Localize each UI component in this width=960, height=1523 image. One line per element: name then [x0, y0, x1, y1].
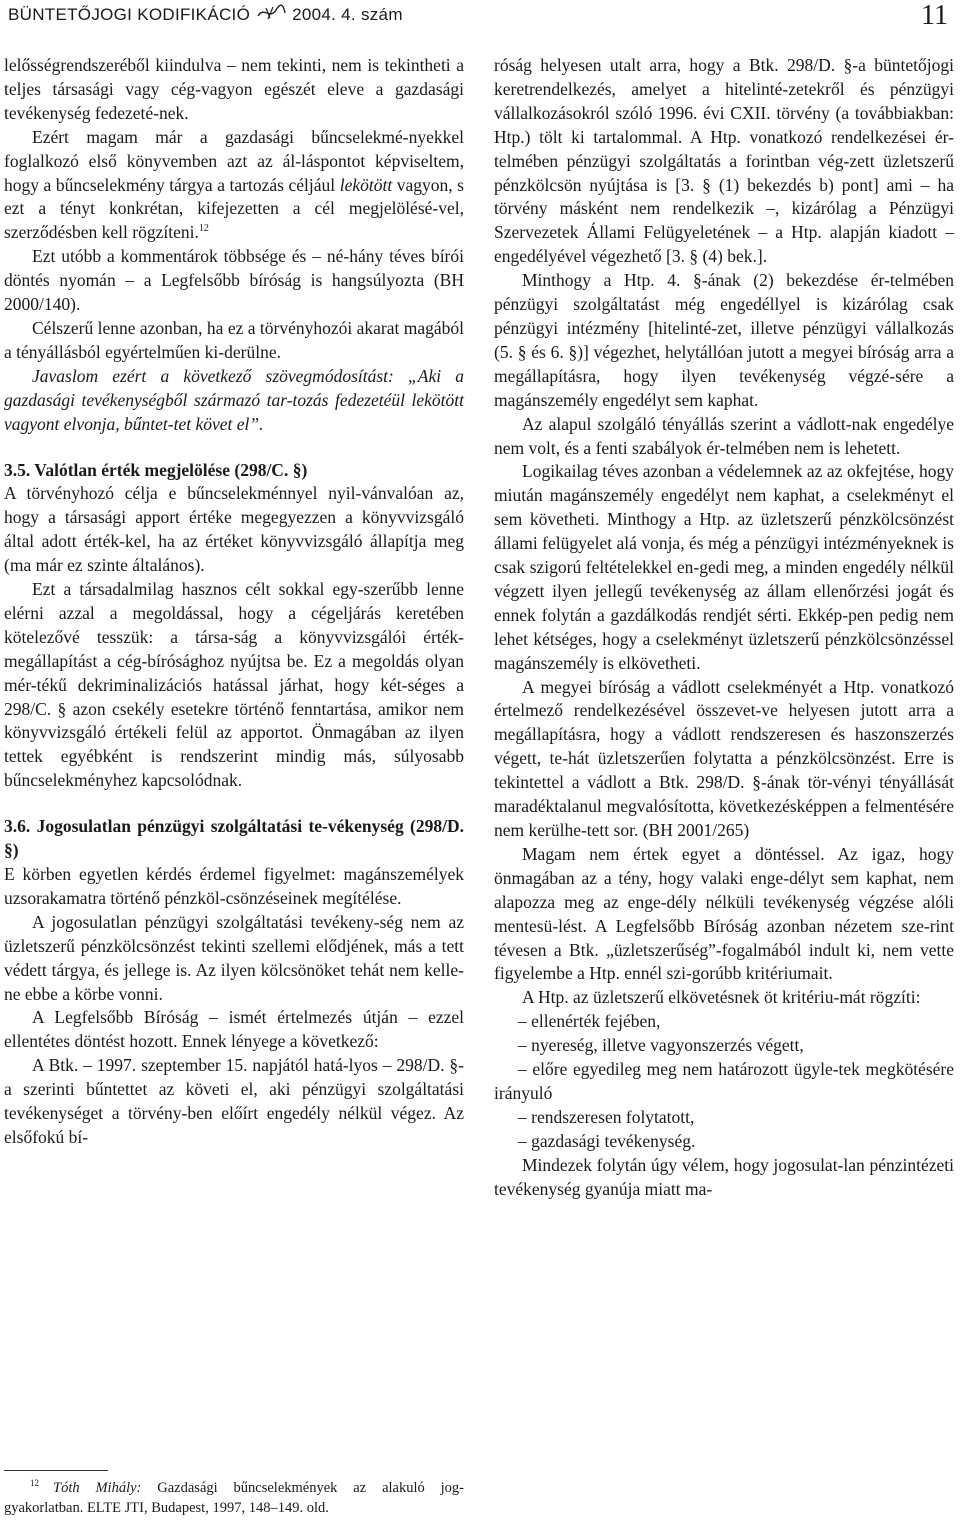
paragraph: A törvényhozó célja e bűncselekménnyel nyil-vánvalóan az, hogy a társasági apport értéke megegyezzen a könyvvizsgáló által adott érték-kel, ha az értéket könyvvizsgáló állapítja meg (ma már ez szinte általános).	[4, 483, 464, 576]
list-item: – nyereség, illetve vagyonszerzés végett,	[518, 1035, 804, 1056]
text-run: vagyon, s ezt a tényt konkrétan, kifejezetten a cél megjelölésé-vel, szerződésben kell rögzíteni.	[4, 174, 464, 243]
paragraph: A megyei bíróság a vádlott cselekményét a Htp. vonatkozó értelmező rendelkezésével összevet-ve helyesen jutott arra a megállapításra, hogy a vádlott rendszeresen és haszonszerzés végett, te-hát üzletszerűen folytatta a pénzkölcsönzést. Erre is tekintettel a vádlott a Btk. 298/D. §-ának tör-vényi tényállását maradéktalanul megvalósította, következésképpen a felmentésére nem kerülhe-tett sor. (BH 2001/265)	[494, 676, 954, 840]
footnote-author: Tóth Mihály:	[53, 1480, 142, 1496]
paragraph: Az alapul szolgáló tényállás szerint a vádlott-nak engedélye nem volt, és a fenti szabályok ér-telmében nem is lehetett.	[494, 413, 954, 458]
journal-title-line	[8, 4, 403, 27]
paragraph	[4, 126, 464, 246]
paragraph: Minthogy a Htp. 4. §-ának (2) bekezdése ér-telmében pénzügyi szolgáltatást még engedéllyel is kizárólag csak pénzügyi intézmény [hitelinté-zet, illetve pénzügyi vállalkozás (5. § és 6. §)] végezhet, helytállóan jutott a megyei bíróság arra a megállapításra, hogy ilyen tevékenység végzé-sére a magánszemély engedélyt sem kaphat.	[494, 270, 954, 410]
paragraph: Magam nem értek egyet a döntéssel. Az igaz, hogy önmagában az a tény, hogy valaki enge-délyt sem kaphat, nem alapozza meg az enge-dély nélküli tevékenység végzése alóli mentesü-lést. A Legfelsőbb Bíróság azonban nézetem sze-rint tévesen a Btk. „üzletszerűség”-fogalmából indult ki, nem vette figyelembe a Htp. ennél szi-gorúbb kritériumait.	[494, 843, 954, 984]
paragraph: lelősségrendszeréből kiindulva – nem tekinti, nem is tekintheti a teljes társasági vagy cég-vagyon egészét eleve a gazdasági tevékenység fedezeté-nek.	[4, 55, 464, 123]
issue-label: 2004. 4. szám	[292, 4, 403, 24]
emphasis: lekötött	[339, 174, 393, 195]
paragraph: A Btk. – 1997. szeptember 15. napjától hatá-lyos – 298/D. §-a szerinti bűntettet az követi el, aki pénzügyi szolgáltatási tevékenységet a törvény-ben előírt engedély nélkül végez. Az elsőfokú bí-	[4, 1055, 464, 1147]
proposal-paragraph	[4, 365, 464, 437]
footnote-number: 12	[30, 1478, 39, 1489]
list-item: – ellenérték fejében,	[518, 1011, 661, 1032]
paragraph: Célszerű lenne azonban, ha ez a törvényhozói akarat magából a tényállásból egyértelműen ki-derülne.	[4, 317, 464, 362]
emphasis: Javaslom ezért a következő szövegmódosítást: „Aki a gazdasági tevékenységből származó tar-tozás fedezetéül lekötött vagyont elvonja, bűntet-tet követ el”.	[4, 365, 464, 434]
footnote	[4, 1478, 464, 1518]
paragraph: A Htp. az üzletszerű elkövetésnek öt kritériu-mát rögzíti:	[522, 987, 921, 1008]
paragraph: E körben egyetlen kérdés érdemel figyelmet: magánszemélyek uzsorakamatra történő pénzköl-csönzéseinek megítélése.	[4, 864, 464, 908]
paragraph: Mindezek folytán úgy vélem, hogy jogosulat-lan pénzintézeti tevékenység gyanúja miatt ma-	[494, 1154, 954, 1199]
list-item: – rendszeresen folytatott,	[518, 1106, 695, 1127]
running-header	[8, 0, 952, 36]
text-run: Ezért magam már a gazdasági bűncselekmé-nyekkel foglalkozó első könyvemben azt az ál-láspontot képviseltem, hogy a bűncselekmény tárgya a tartozás céljául	[4, 126, 464, 195]
journal-title: BÜNTETŐJOGI KODIFIKÁCIÓ	[8, 4, 251, 24]
left-column	[4, 54, 464, 1150]
paragraph: Ezt a társadalmilag hasznos célt sokkal egy-szerűbb lenne elérni azzal a megoldással, hogy a cégeljárás keretében kötelezővé tesszük: a társa-ság a könyvvizsgálói érték-megállapítást a cég-bírósághoz nyújtsa be. Ez a megoldás olyan mér-tékű dekriminalizációs hatással járhat, hogy két-séges a 298/C. § azon csekély esetekre történő fenntartása, amikor nem könyvvizsgáló értékeli felül az apportot. Önmagában az ilyen tettek egyébként is rendszerint mindig más, súlyosabb bűncselekményhez kapcsolódnak.	[4, 579, 464, 791]
section-heading: 3.5. Valótlan érték megjelölése (298/C. §)	[4, 459, 308, 480]
footnote-ref[interactable]: 12	[198, 223, 209, 235]
paragraph: A jogosulatlan pénzügyi szolgáltatási tevékeny-ség nem az üzletszerű pénzkölcsönzést tekinti szellemi elődjének, más a tett védett tárgya, és jellege is. Az ilyen kölcsönöket tehát nem kelle-ne ebbe a körbe vonni.	[4, 911, 464, 1004]
paragraph: Ezt utóbb a kommentárok többsége és – né-hány téves bírói döntés nyomán – a Legfelsőbb bíróság is hangsúlyozta (BH 2000/140).	[4, 246, 464, 315]
footnote-divider	[4, 1470, 108, 1471]
paragraph: A Legfelsőbb Bíróság – ismét értelmezés útján – ezzel ellentétes döntést hozott. Ennek lényege a következő:	[4, 1007, 464, 1052]
section-heading: 3.6. Jogosulatlan pénzügyi szolgáltatási te-vékenység (298/D. §)	[4, 816, 464, 861]
paragraph: Logikailag téves azonban a védelemnek az az okfejtése, hogy miután magánszemély engedélyt nem kaphat, a cselekményt el sem követheti. Minthogy a Htp. az üzletszerű pénzkölcsönzést állami felügyelet alá vonja, és még a pénzügyi intézményeknek is csak szigorú feltételekkel en-gedi meg, a minden engedély nélkül végzett ilyen jellegű tevékenység az állam ellenőrzési jogát és ennek folytán a gazdálkodás rendjét sérti. Ekkép-pen pedig nem lehet kétséges, hogy a cselekményt üzletszerű pénzkölcsönzéssel magánszemély is elkövetheti.	[494, 461, 954, 673]
page-number: 11	[921, 0, 948, 31]
right-column	[494, 54, 954, 1202]
list-item: – gazdasági tevékenység.	[518, 1130, 696, 1151]
list-item: – előre egyedileg meg nem határozott ügyle-tek megkötésére irányuló	[494, 1059, 954, 1103]
paragraph: róság helyesen utalt arra, hogy a Btk. 298/D. §-a büntetőjogi keretrendelkezés, amelyet a hitelinté-zetekről és pénzügyi vállalkozásokról szóló 1996. évi CXII. törvény (a továbbiakban: Htp.) tölt ki tartalommal. A Htp. vonatkozó rendelkezései ér-telmében pénzügyi szolgáltatás a forintban vég-zett üzletszerű pénzkölcsön nyújtása is [3. § (1) bekezdés b) pont] ami – ha törvény másként nem rendelkezik –, kizárólag a Pénzügyi Szervezetek Állami Felügyeletének – a Htp. alapján kiadott – engedélyével végezhető [3. § (4) bek.].	[494, 55, 954, 267]
footnote-text: Gazdasági bűncselekmények az alakuló jog-gyakorlatban. ELTE JTI, Budapest, 1997, 148–149. old.	[4, 1480, 464, 1516]
ornament-icon	[256, 4, 286, 27]
